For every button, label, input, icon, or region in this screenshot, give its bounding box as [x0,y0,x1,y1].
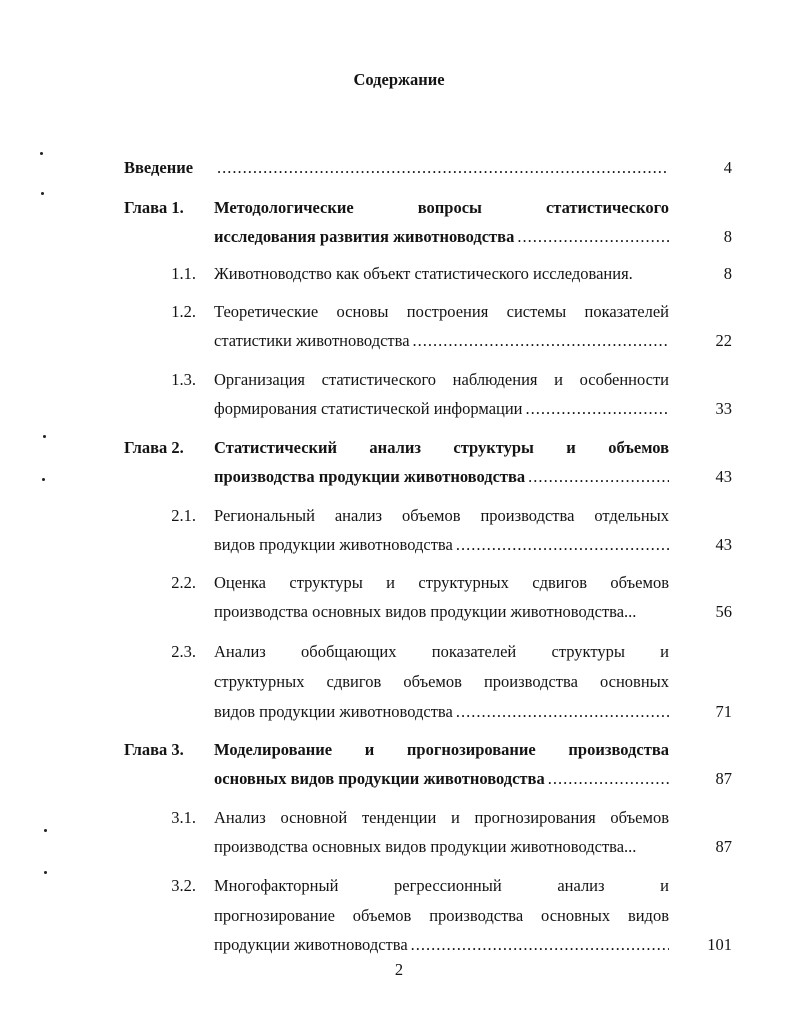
section-1-3-number: 1.3. [171,370,196,389]
section-3-2-number: 3.2. [171,876,196,895]
section-3-2-page-number: 101 [707,935,732,954]
intro-page-number: 4 [723,158,732,177]
scan-speck [41,192,44,195]
section-3-1-page-number: 87 [715,837,732,856]
section-3-2-title-line[interactable]: прогнозирование объемов производства основных видов [214,906,669,925]
chapter-3-title-line[interactable]: основных видов продукции животноводства ..... [214,769,669,789]
intro-leader [214,158,669,178]
section-3-2-title-line[interactable]: продукции животноводства ..... [214,935,669,955]
section-1-3-title-line[interactable]: Организация статистического наблюдения и особенности [214,370,669,389]
chapter-3-label[interactable]: Глава 3. [124,740,184,759]
section-3-2-title-line[interactable]: Многофакторный регрессионный анализ и [214,876,669,895]
scan-speck [40,152,43,155]
section-2-2-number: 2.2. [171,573,196,592]
scan-speck [44,829,47,832]
section-1-2-number: 1.2. [171,302,196,321]
scan-speck [44,871,47,874]
section-3-1-title-line[interactable]: производства основных видов продукции животноводства... [214,837,637,856]
intro-label[interactable]: Введение [124,158,194,177]
section-3-1-title-line[interactable]: Анализ основной тенденции и прогнозирования объемов [214,808,669,827]
section-1-1-title[interactable]: Животноводство как объект статистического исследования. [214,264,633,283]
section-3-1-number: 3.1. [171,808,196,827]
section-2-2-page-number: 56 [715,602,732,621]
section-2-1-title-line[interactable]: Региональный анализ объемов производства отдельных [214,506,669,525]
section-1-2-title-line[interactable]: статистики животноводства ..... [214,331,669,351]
chapter-1-label[interactable]: Глава 1. [124,198,184,217]
chapter-1-title-line[interactable]: исследования развития животноводства ..... [214,227,669,247]
scan-speck [43,435,46,438]
chapter-2-title-line[interactable]: Статистический анализ структуры и объемов [214,438,669,457]
section-1-1-number: 1.1. [171,264,196,283]
section-1-1-page-number: 8 [723,264,732,283]
section-2-2-title-line[interactable]: Оценка структуры и структурных сдвигов объемов [214,573,669,592]
section-1-2-title-line[interactable]: Теоретические основы построения системы показателей [214,302,669,321]
section-2-1-number: 2.1. [171,506,196,525]
section-2-3-number: 2.3. [171,642,196,661]
section-2-3-page-number: 71 [715,702,732,721]
section-1-3-page-number: 33 [715,399,732,418]
section-2-3-title-line[interactable]: структурных сдвигов объемов производства основных [214,672,669,691]
chapter-1-title-line[interactable]: Методологические вопросы статистического [214,198,669,217]
section-2-1-title-line[interactable]: видов продукции животноводства ..... [214,535,669,555]
section-2-2-title-line[interactable]: производства основных видов продукции животноводства... [214,602,637,621]
section-2-1-page-number: 43 [715,535,732,554]
chapter-3-page-number: 87 [715,769,732,788]
page-number-footer: 2 [394,960,404,979]
scan-speck [42,478,45,481]
section-1-3-title-line[interactable]: формирования статистической информации ..... [214,399,669,419]
page-title: Содержание [353,70,445,89]
chapter-1-page-number: 8 [723,227,732,246]
section-1-2-page-number: 22 [715,331,732,350]
chapter-3-title-line[interactable]: Моделирование и прогнозирование производства [214,740,669,759]
section-2-3-title-line[interactable]: видов продукции животноводства ..... [214,702,669,722]
chapter-2-title-line[interactable]: производства продукции животноводства ..... [214,467,669,487]
section-2-3-title-line[interactable]: Анализ обобщающих показателей структуры и [214,642,669,661]
chapter-2-label[interactable]: Глава 2. [124,438,184,457]
chapter-2-page-number: 43 [715,467,732,486]
